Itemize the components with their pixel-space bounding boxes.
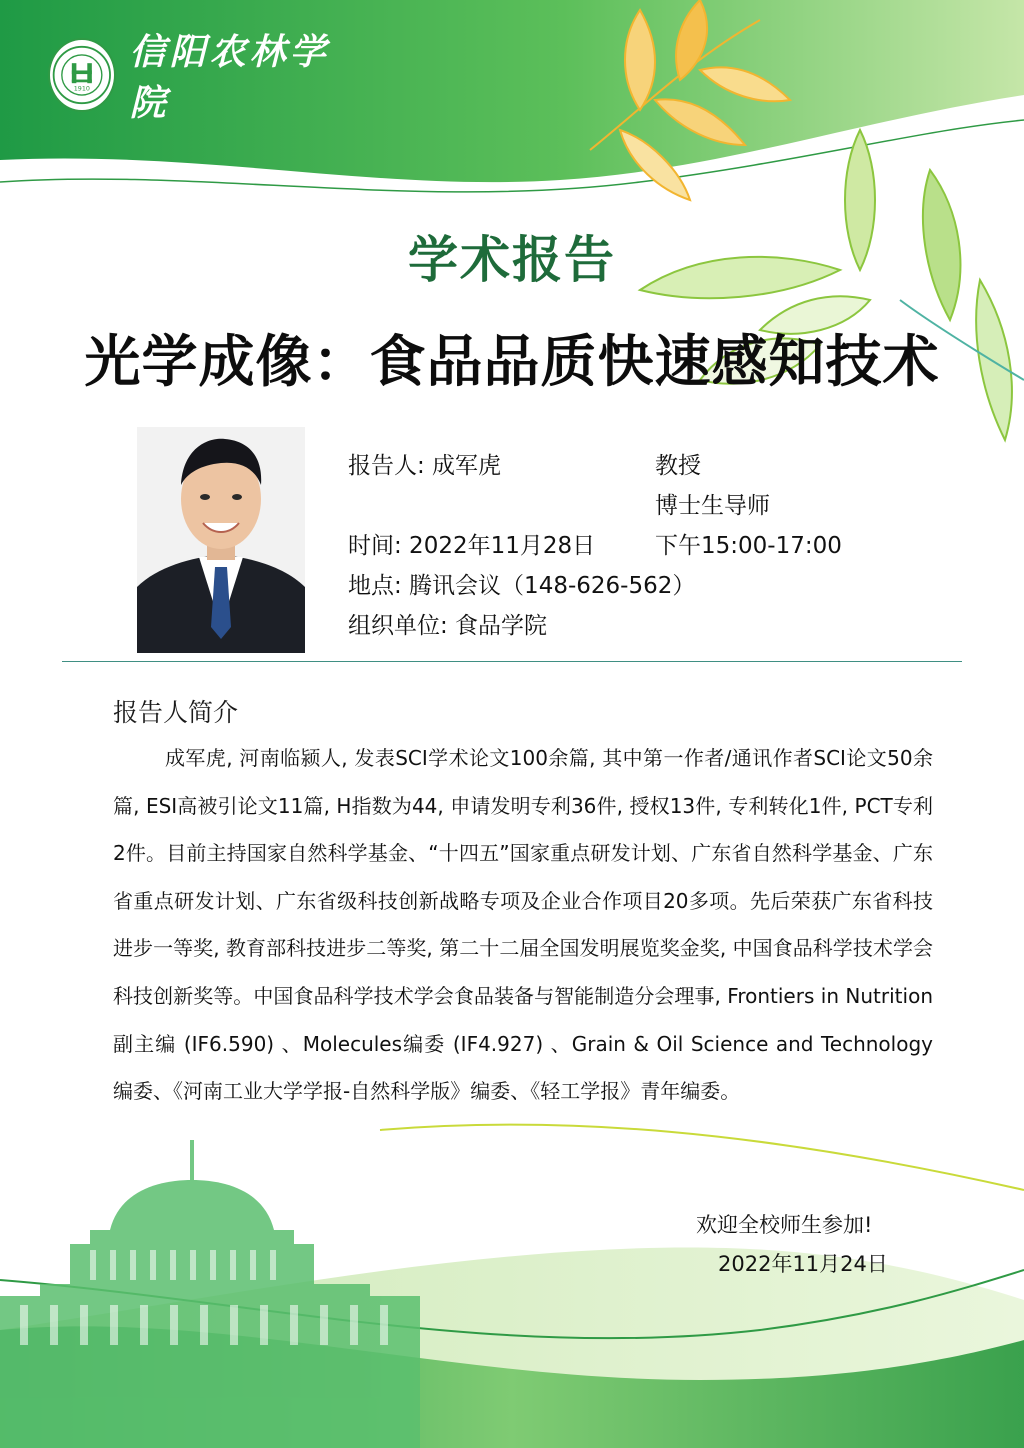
speaker-role: 博士生导师 — [655, 493, 770, 519]
event-kind: 学术报告 — [408, 231, 616, 289]
school-seal-icon — [48, 38, 116, 112]
event-organizer: 组织单位: 食品学院 — [348, 613, 548, 639]
bottom-line-1 — [380, 1125, 1024, 1190]
seal-year: 1910 — [73, 85, 90, 93]
event-date: 时间: 2022年11月28日 — [348, 533, 596, 559]
welcome-text: 欢迎全校师生参加! — [696, 1213, 873, 1237]
building-silhouette — [0, 1140, 420, 1448]
bio-heading: 报告人简介 — [113, 698, 239, 727]
bio-text: 成军虎, 河南临颍人, 发表SCI学术论文100余篇, 其中第一作者/通讯作者SCI论文50余篇, ESI高被引论文11篇, H指数为44, 申请发明专利36件, 授权13件, 专利转化1件, PCT专利2件。目前主持国家自然科学基金、“十四五”国家重点研发计划、广东省自然科学基金、广东省重点研发计划、广东省级科技创新战略专项及企业合作项目20多项。先后荣获广东省科技进步一等奖, 教育部科技进步二等奖, 第二十二届全国发明展览奖金奖, 中国食品科学技术学会科技创新奖等。中国食品科学技术学会食品装备与智能制造分会理事, Frontiers in Nutrition副主编 (IF6.590) 、Molecules编委 (IF4.927) 、Grain & Oil Science and Technology编委、《河南工业大学学报-自然科学版》编委、《轻工学报》青年编委。 — [113, 746, 933, 1104]
event-time-range: 下午15:00-17:00 — [655, 533, 842, 559]
speaker-name: 报告人: 成军虎 — [348, 453, 502, 479]
speaker-title: 教授 — [655, 453, 701, 479]
notice-date: 2022年11月24日 — [718, 1252, 888, 1276]
event-title: 光学成像：食品品质快速感知技术 — [84, 330, 940, 395]
event-location: 地点: 腾讯会议（148-626-562） — [348, 573, 696, 599]
section-divider — [62, 661, 962, 662]
school-logo — [48, 31, 348, 124]
speaker-photo — [137, 427, 305, 653]
school-name: 信阳农林学院 — [129, 31, 330, 124]
